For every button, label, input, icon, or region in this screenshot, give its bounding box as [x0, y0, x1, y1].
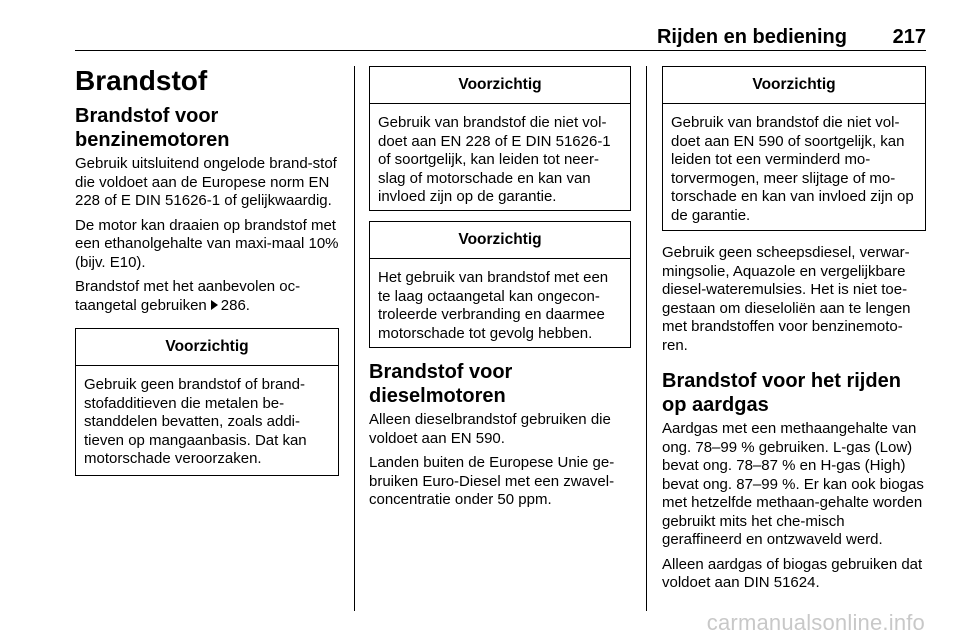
paragraph: Aardgas met een methaangehalte van ong. 78–99 % gebruiken. L-gas (Low) bevat ong. 78–87 % en H-gas (High) bevat ong. 87–99 %. Er kan ook biogas met hetzelfde methaan-gehalte worden gebruikt mits het che-misch geraffineerd en ontzwaveld werd.: [662, 420, 924, 548]
warning-text: Gebruik van brandstof die niet vol-doet aan EN 590 of soortgelijk, kan leiden tot een verminderd mo-torvermogen, meer slijtage of mo-torschade en kan van invloed zijn op de garantie.: [671, 114, 914, 224]
warning-box: [75, 328, 339, 476]
section-heading: Brandstof voor het rijden op aardgas: [662, 370, 901, 416]
warning-text: Gebruik van brandstof die niet vol-doet aan EN 228 of E DIN 51626-1 of soortgelijk, kan leiden tot neer-slag of motorschade en kan van invloed zijn op de garantie.: [378, 114, 611, 205]
column-middle: [369, 66, 631, 510]
section-heading: Brandstof voor dieselmotoren: [369, 361, 513, 407]
warning-title: Voorzichtig: [76, 329, 338, 366]
column-right: [662, 66, 926, 593]
paragraph: De motor kan draaien op brandstof met een ethanolgehalte van maxi-maal 10% (bijv. E10).: [75, 216, 339, 271]
paragraph-text: Brandstof met het aanbevolen oc-taangetal gebruiken: [75, 278, 301, 314]
warning-box: [369, 221, 631, 348]
paragraph: Alleen aardgas of biogas gebruiken dat voldoet aan DIN 51624.: [662, 555, 923, 591]
section-heading: Brandstof voor benzinemotoren: [75, 105, 230, 151]
warning-box: [662, 66, 926, 231]
warning-box: [369, 66, 631, 211]
page-reference-arrow-icon: [211, 300, 218, 310]
paragraph: Alleen dieselbrandstof gebruiken die voldoet aan EN 590.: [369, 411, 611, 447]
chapter-title: Brandstof: [75, 65, 208, 96]
column-divider: [646, 66, 647, 611]
warning-title: Voorzichtig: [370, 67, 630, 104]
column-left: [75, 66, 339, 476]
page-number: 217: [892, 26, 926, 48]
warning-title: Voorzichtig: [663, 67, 925, 104]
paragraph: [75, 278, 339, 315]
column-divider: [354, 66, 355, 611]
paragraph: Gebruik uitsluitend ongelode brand-stof die voldoet aan de Europese norm EN 228 of E DIN 51626-1 of gelijkwaardig.: [75, 155, 337, 209]
warning-title: Voorzichtig: [370, 222, 630, 259]
warning-text: Het gebruik van brandstof met een te laag octaangetal kan ongecon-troleerde verbranding en daarmee motorschade tot gevolg hebben.: [378, 269, 609, 342]
section-title: Rijden en bediening: [656, 26, 847, 48]
watermark: carmanualsonline.info: [706, 610, 925, 635]
warning-text: Gebruik geen brandstof of brand-stofadditieven die metalen be-standdelen bevatten, zoals addi-tieven op mangaanbasis. Dat kan motorschade veroorzaken.: [84, 376, 307, 467]
paragraph: Gebruik geen scheepsdiesel, verwar-mingsolie, Aquazole en vergelijkbare diesel-wateremulsies. Het is niet toe-gestaan om dieseloliën aan te lengen met brandstoffen voor benzinemoto-ren.: [662, 244, 911, 354]
page-header: [75, 26, 926, 51]
page-reference-link[interactable]: 286.: [220, 296, 250, 314]
paragraph: Landen buiten de Europese Unie ge-bruiken Euro-Diesel met een zwavel-concentratie onder 50 ppm.: [369, 454, 615, 508]
